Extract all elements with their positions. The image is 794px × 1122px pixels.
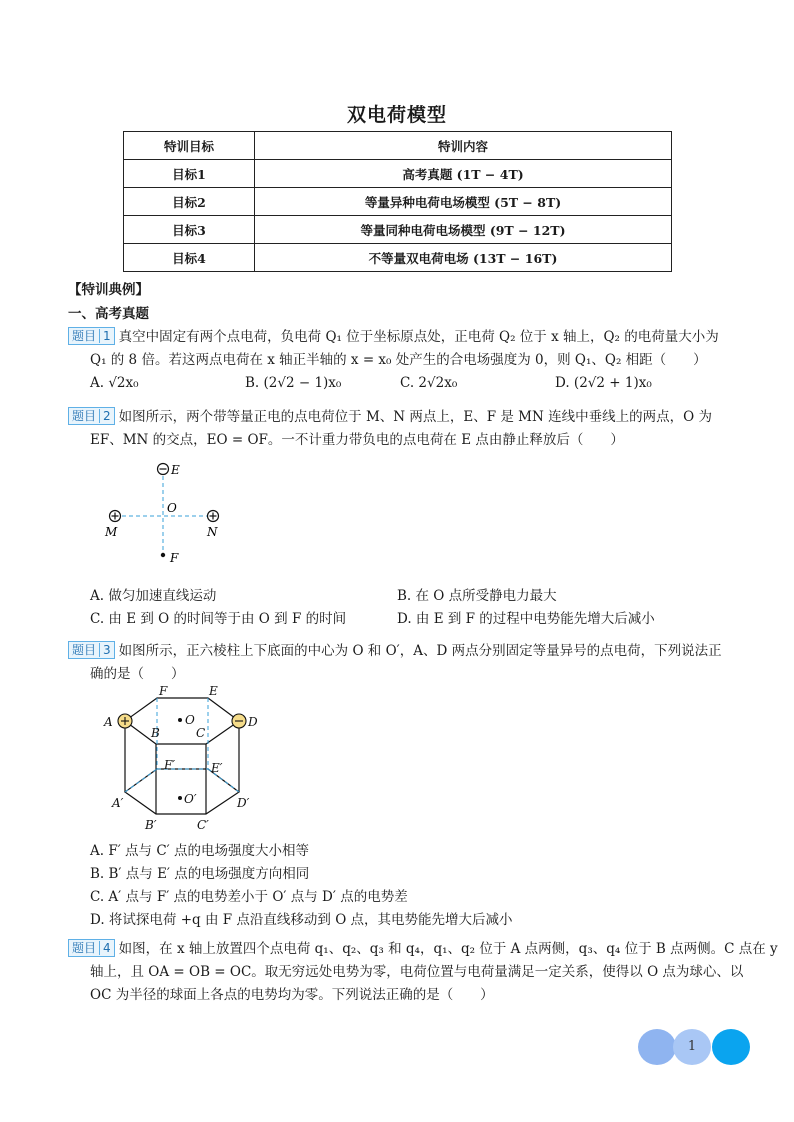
negative-charge-icon-d [232,714,246,728]
table-row [124,244,672,272]
label-o2: O′ [184,792,197,806]
label-a2: A′ [112,796,124,810]
option-a: A. F′ 点与 C′ 点的电场强度大小相等 [90,843,310,859]
positive-charge-icon-m [110,511,121,522]
option-a: A. √2x₀ [90,375,139,391]
question-text: Q₁ 的 8 倍。若这两点电荷在 x 轴正半轴的 x = x₀ 处产生的合电场强度为 0，则 Q₁、Q₂ 相距（ ） [90,352,707,368]
table-cell-content: 不等量双电荷电场 (13T − 16T) [255,244,672,272]
question-text: 如图所示，正六棱柱上下底面的中心为 O 和 O′，A、D 两点分别固定等量异号的点电荷，下列说法正 [118,643,722,659]
targets-table [123,131,672,272]
page-deco-right-circle [712,1029,750,1065]
question-3-options [68,840,720,932]
options [68,372,720,395]
question-tag: 题目 2 [68,407,115,425]
option-d: D. 将试探电荷 +q 由 F 点沿直线移动到 O 点，其电势能先增大后减小 [90,912,513,928]
label-d2: D′ [237,796,250,810]
label-e2: E′ [211,761,223,775]
section-header: 【特训典例】 [68,282,149,298]
label-e: E [209,684,218,698]
question-text: OC 为半径的球面上各点的电势均为零。下列说法正确的是（ ） [90,987,494,1003]
charges-diagram [96,455,236,570]
hexagonal-prism-diagram [98,683,268,838]
table-cell-goal: 目标4 [124,244,255,272]
label-c2: C′ [197,818,209,832]
question-text: 如图，在 x 轴上放置四个点电荷 q₁、q₂、q₃ 和 q₄，q₁、q₂ 位于 A 点两侧，q₃、q₄ 位于 B 点两侧。C 点在 y [118,941,778,957]
option-d: D. 由 E 到 F 的过程中电势能先增大后减小 [397,611,655,627]
label-f: F [170,551,179,565]
question-2 [68,406,720,452]
question-text: 真空中固定有两个点电荷，负电荷 Q₁ 位于坐标原点处，正电荷 Q₂ 位于 x 轴上，Q₂ 的电荷量大小为 [118,329,719,345]
option-c: C. A′ 点与 F′ 点的电势差小于 O′ 点与 D′ 点的电势差 [90,889,408,905]
question-tag: 题目 3 [68,641,115,659]
table-header-content: 特训内容 [255,132,672,160]
question-1 [68,326,720,395]
table-header-goal: 特训目标 [124,132,255,160]
point-f-icon [161,553,165,557]
option-c: C. 2√2x₀ [400,375,458,391]
center-o2-icon [178,796,182,800]
table-header-row [124,132,672,160]
table-cell-goal: 目标1 [124,160,255,188]
option-b: B. 在 O 点所受静电力最大 [397,588,557,604]
table-cell-content: 高考真题 (1T − 4T) [255,160,672,188]
question-text: 如图所示，两个带等量正电的点电荷位于 M、N 两点上，E、F 是 MN 连线中垂线上的两点，O 为 [118,409,712,425]
label-e: E [171,463,180,477]
label-o: O [167,501,177,515]
label-b2: B′ [145,818,157,832]
label-d: D [248,715,258,729]
negative-charge-icon [158,464,169,475]
table-row [124,216,672,244]
label-b: B [151,726,160,740]
label-o: O [185,713,195,727]
question-text: 轴上，且 OA = OB = OC。取无穷远处电势为零，电荷位置与电荷量满足一定关系，使得以 O 点为球心、以 [90,964,744,980]
label-a: A [104,715,113,729]
page-title: 双电荷模型 [346,104,447,126]
positive-charge-icon-n [208,511,219,522]
question-tag: 题目 1 [68,327,115,345]
label-f2: F′ [164,758,176,772]
question-tag: 题目 4 [68,939,115,957]
label-m: M [105,525,118,539]
positive-charge-icon-a [118,714,132,728]
option-b: B. (2√2 − 1)x₀ [245,375,342,391]
option-c: C. 由 E 到 O 的时间等于由 O 到 F 的时间 [90,611,347,627]
question-3 [68,640,720,686]
table-row [124,188,672,216]
question-2-options [68,585,720,631]
table-cell-content: 等量同种电荷电场模型 (9T − 12T) [255,216,672,244]
page-deco-left-circle [638,1029,676,1065]
question-4 [68,938,778,1007]
option-a: A. 做匀加速直线运动 [90,588,217,604]
option-d: D. (2√2 + 1)x₀ [555,375,652,391]
table-cell-goal: 目标2 [124,188,255,216]
center-o-icon [178,718,182,722]
question-text: EF、MN 的交点，EO = OF。一不计重力带负电的点电荷在 E 点由静止释放后（ ） [90,432,624,448]
label-c: C [196,726,206,740]
table-cell-goal: 目标3 [124,216,255,244]
label-n: N [207,525,218,539]
table-cell-content: 等量异种电荷电场模型 (5T − 8T) [255,188,672,216]
table-row [124,160,672,188]
option-b: B. B′ 点与 E′ 点的电场强度方向相同 [90,866,310,882]
page-number: 1 [687,1039,697,1054]
subsection-title: 一、高考真题 [68,306,149,322]
label-f: F [159,684,168,698]
question-text: 确的是（ ） [90,666,185,682]
